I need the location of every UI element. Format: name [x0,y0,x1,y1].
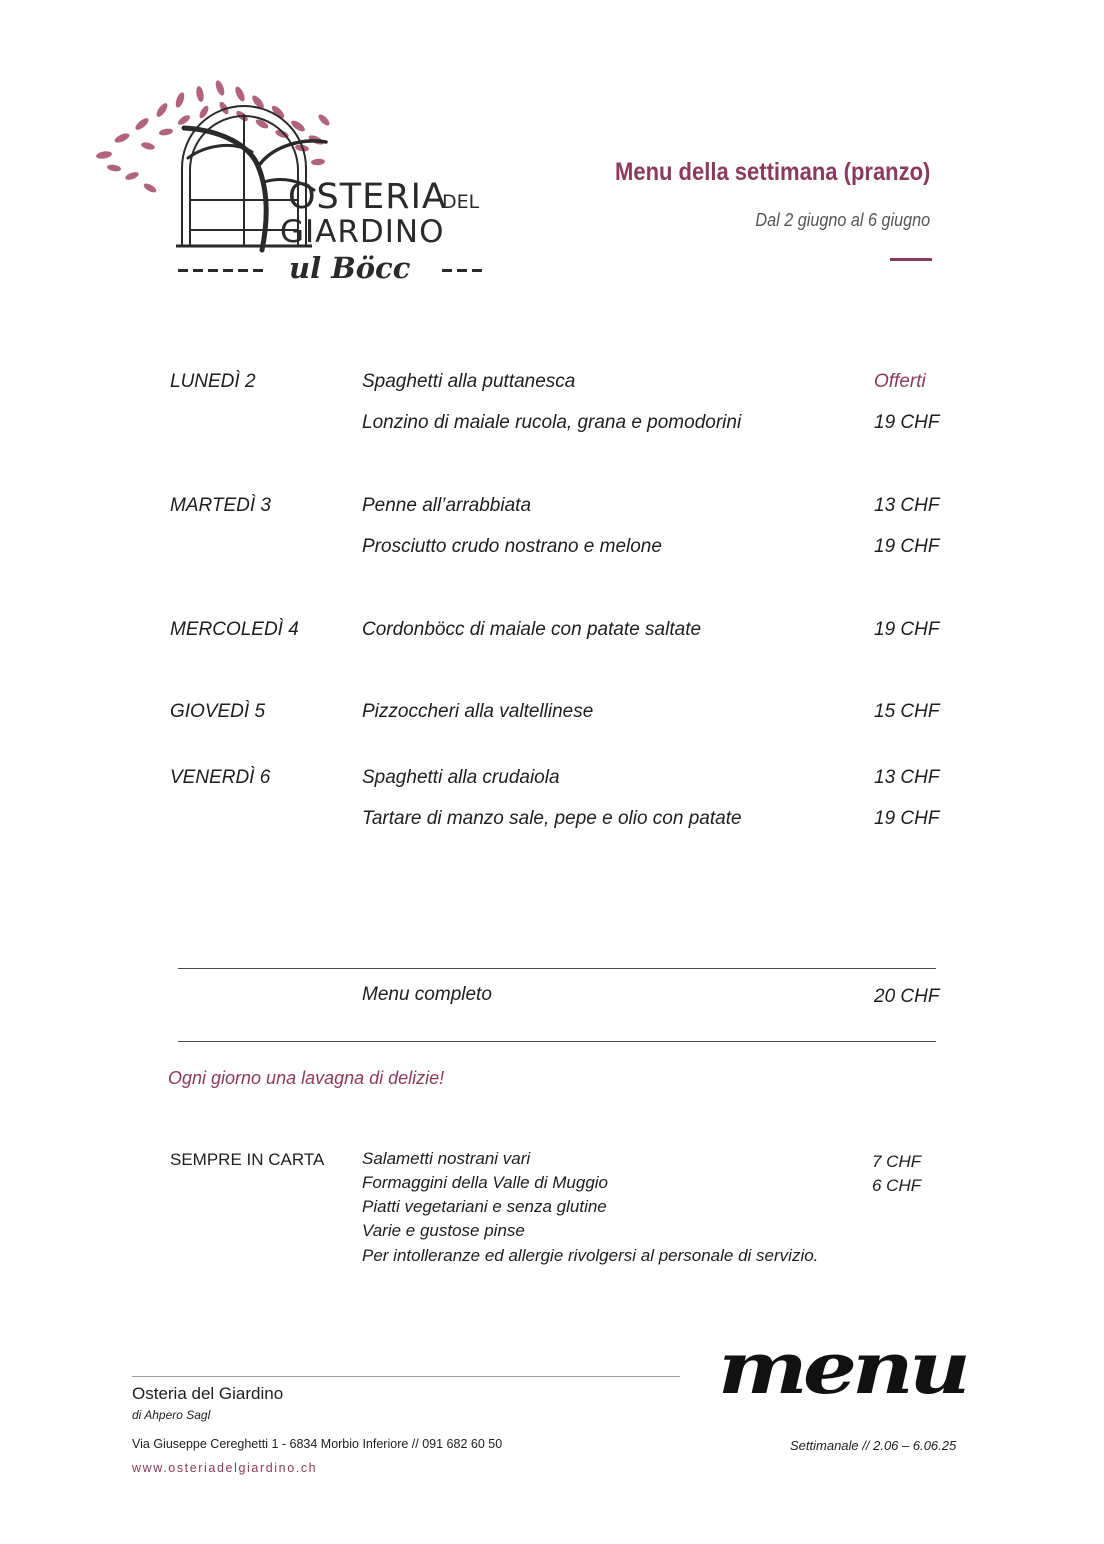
dish-tuesday-1: Penne all’arrabbiata [362,495,532,516]
logo-dashes-left [178,269,263,272]
footer-address: Via Giuseppe Cereghetti 1 - 6834 Morbio Inferiore // 091 682 60 50 [132,1437,503,1451]
logo-tagline: ul Böcc [289,251,411,285]
price-friday-1: 13 CHF [874,767,940,788]
dish-friday-1: Spaghetti alla crudaiola [362,767,560,788]
carta-price-1: 7 CHF [872,1152,922,1171]
price-monday-1: Offerti [874,371,926,392]
dish-thursday-1: Pizzoccheri alla valtellinese [362,701,594,722]
price-wednesday-1: 19 CHF [874,619,940,640]
divider-bottom [178,1041,936,1042]
carta-item-4: Varie e gustose pinse [362,1221,525,1240]
logo-giardino: GIARDINO [280,214,445,250]
footer-restaurant-name: Osteria del Giardino [132,1384,284,1403]
logo-dashes-right [442,269,482,272]
dish-friday-2: Tartare di manzo sale, pepe e olio con patate [362,808,742,829]
svg-text:menu: menu [718,1335,967,1410]
price-tuesday-1: 13 CHF [874,495,940,516]
delizie-note: Ogni giorno una lavagna di delizie! [168,1068,445,1088]
menu-script-logo [716,1335,970,1415]
menu-completo-label: Menu completo [362,984,492,1005]
footer-divider [132,1376,680,1377]
price-thursday-1: 15 CHF [874,701,940,722]
day-monday: LUNEDÌ 2 [170,371,256,392]
divider-top [178,968,936,969]
day-wednesday: MERCOLEDÌ 4 [170,619,299,640]
dish-tuesday-2: Prosciutto crudo nostrano e melone [362,536,662,557]
footer-settimanale: Settimanale // 2.06 – 6.06.25 [790,1438,957,1453]
menu-completo-price: 20 CHF [874,986,940,1007]
carta-item-1: Salametti nostrani vari [362,1149,531,1168]
logo-del: DEL [442,191,480,213]
day-tuesday: MARTEDÌ 3 [170,495,272,516]
carta-item-5: Per intolleranze ed allergie rivolgersi al personale di servizio. [362,1246,819,1265]
footer-website-link[interactable]: www.osteriadelgiardino.ch [132,1461,318,1475]
footer-company: di Ahpero Sagl [132,1408,211,1422]
accent-divider [890,258,932,261]
day-friday: VENERDÌ 6 [170,767,271,788]
day-thursday: GIOVEDÌ 5 [170,701,266,722]
logo-osteria: OSTERIA [288,177,447,217]
sempre-in-carta-label: SEMPRE IN CARTA [170,1150,325,1169]
carta-price-2: 6 CHF [872,1176,922,1195]
price-tuesday-2: 19 CHF [874,536,940,557]
carta-item-3: Piatti vegetariani e senza glutine [362,1197,607,1216]
dish-wednesday-1: Cordonböcc di maiale con patate saltate [362,619,702,640]
carta-item-2: Formaggini della Valle di Muggio [362,1173,609,1192]
dish-monday-1: Spaghetti alla puttanesca [362,371,576,392]
dish-monday-2: Lonzino di maiale rucola, grana e pomodorini [362,412,742,433]
menu-title: Menu della settimana (pranzo) [614,158,930,186]
price-friday-2: 19 CHF [874,808,940,829]
price-monday-2: 19 CHF [874,412,940,433]
restaurant-logo [92,80,502,290]
menu-dates: Dal 2 giugno al 6 giugno [755,210,930,230]
